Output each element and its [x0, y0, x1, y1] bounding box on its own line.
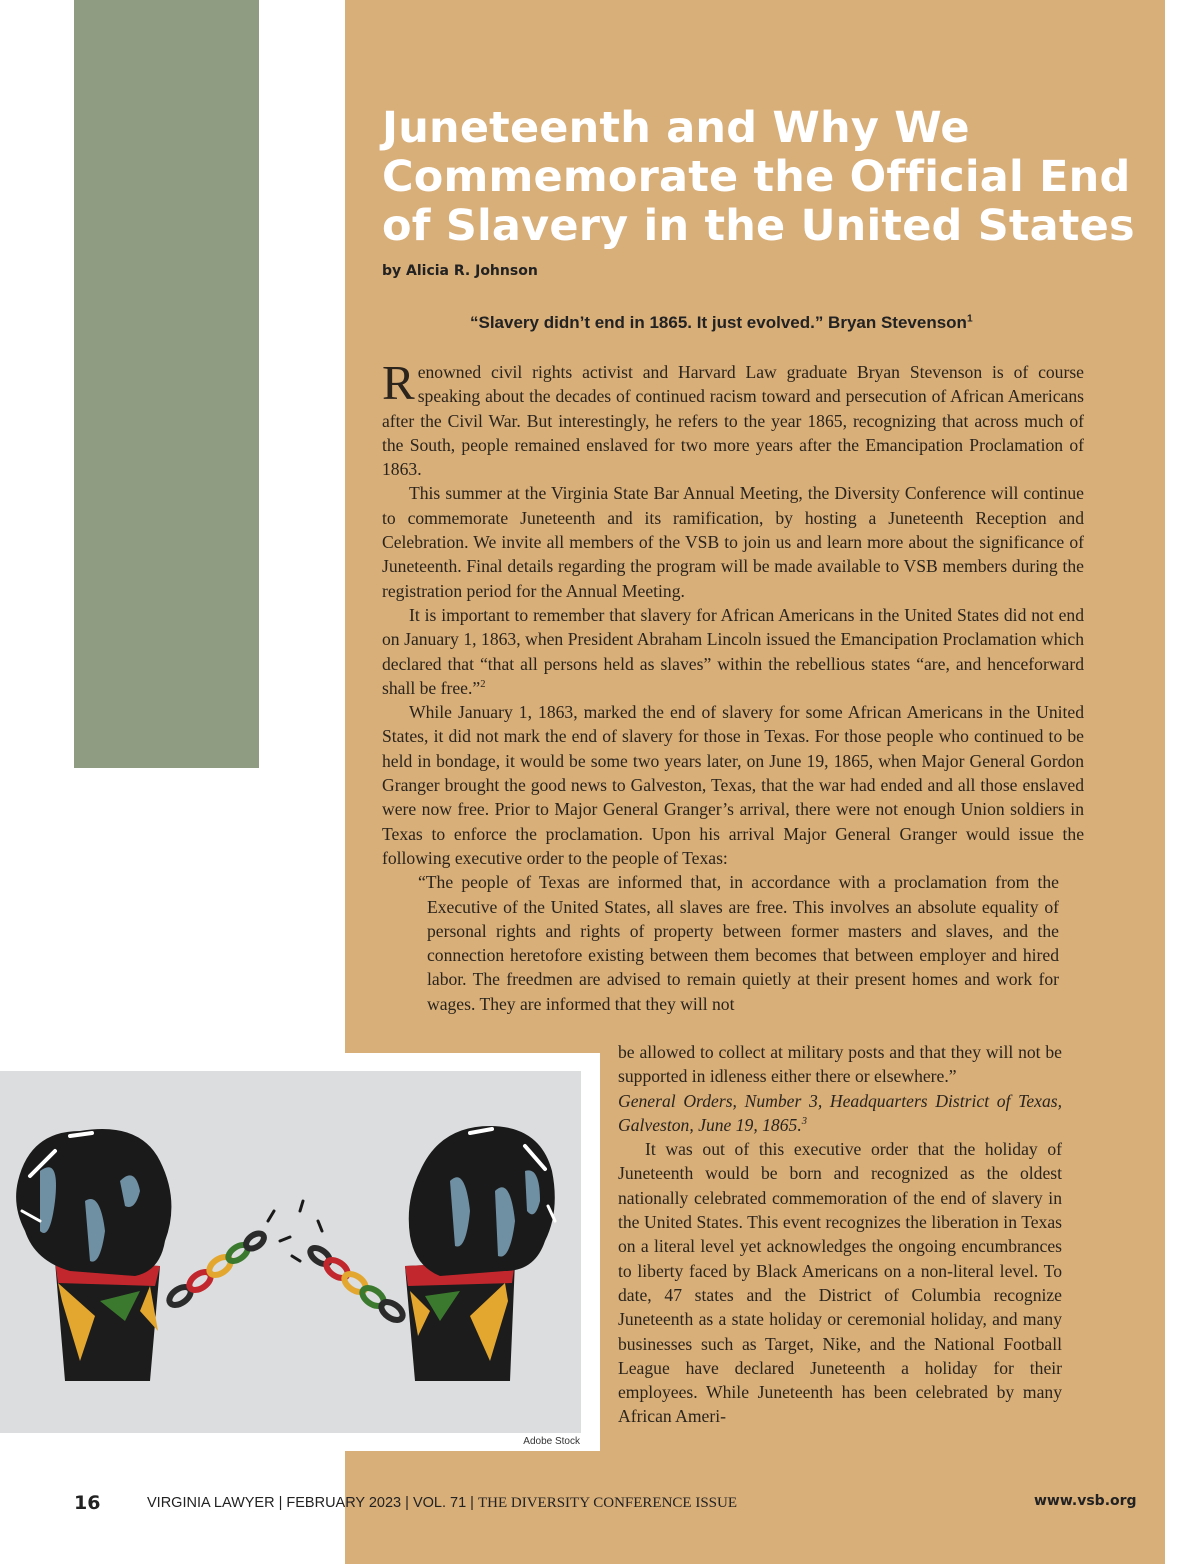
image-credit: Adobe Stock [523, 1436, 580, 1447]
paragraph-4: While January 1, 1863, marked the end of slavery for some African Americans in the United States, it did not mark the end of slavery for those in Texas. For those people who continued to be held in bondage, it would be some two years later, on June 19, 1865, when Major General Gordon Granger brought the good news to Galveston, Texas, that the war had ended and all those enslaved were now free. Prior to Major General Granger’s arrival, there were not enough Union soldiers in Texas to enforce the proclamation. Upon his arrival Major General Granger would issue the following executive order to the people of Texas: [382, 702, 1084, 868]
drop-cap: R [382, 355, 415, 410]
footnote-ref-3: 3 [801, 1116, 808, 1128]
paragraph-5: It was out of this executive order that the holiday of Juneteenth would be born and recognized as the oldest nationally celebrated commemoration of the end of slavery in the United States. This event recognizes the liberation in Texas on a literal level yet acknowledges the ongoing encumbrances to liberty faced by Black Americans on a non-literal level. To date, 47 states and the District of Columbia recognize Juneteenth as a state holiday or ceremonial holiday, and many businesses such as Target, Nike, and the National Football League have declared Juneteenth a holiday for their employees. While Juneteenth has been celebrated by many African Ameri- [618, 1139, 1062, 1427]
right-shackle [405, 1261, 515, 1381]
article-body-upper [382, 355, 1084, 1016]
article-byline: by Alicia R. Johnson [382, 263, 538, 279]
block-quote-upper: “The people of Texas are informed that, in accordance with a proclamation from the Executive of the United States, all slaves are free. This involves an absolute equality of personal rights and rights of property between former masters and slaves, and the connection heretofore existing between them becomes that between employer and hired labor. The freedmen are advised to remain quietly at their present homes and work for wages. They are informed that they will not [418, 872, 1059, 1014]
paragraph-2: This summer at the Virginia State Bar Annual Meeting, the Diversity Conference will continue to commemorate Juneteenth and its ramification, by hosting a Juneteenth Reception and Celebration. We invite all members of the VSB to join us and learn more about the significance of Juneteenth. Final details regarding the program will be made available to VSB members during the registration period for the Annual Meeting. [382, 483, 1084, 601]
page-number: 16 [74, 1492, 101, 1514]
website-link[interactable]: www.vsb.org [1034, 1493, 1137, 1509]
left-chain [166, 1230, 266, 1308]
footer-publication [147, 1495, 737, 1512]
right-chain [308, 1245, 406, 1324]
footnote-ref-2: 2 [480, 679, 486, 690]
decorative-green-block [74, 0, 259, 768]
issue-name: THE DIVERSITY CONFERENCE ISSUE [477, 1495, 737, 1511]
article-body-lower [618, 1040, 1062, 1429]
left-fist [16, 1129, 171, 1276]
left-shackle [55, 1261, 160, 1381]
broken-chains-illustration [0, 1071, 581, 1433]
quote-citation: General Orders, Number 3, Headquarters District of Texas, Galveston, June 19, 1865.$^3$ [618, 1090, 1062, 1135]
paragraph-3: It is important to remember that slavery for African Americans in the United States did not end on January 1, 1863, when President Abraham Lincoln issued the Emancipation Proclamation which declared that “that all persons held as slaves” within the rebellious states “are, and henceforward shall be free.”$^2$ [382, 604, 1084, 698]
epigraph-quote [470, 313, 973, 333]
epigraph-text: “Slavery didn’t end in 1865. It just evolved.” Bryan Stevenson [470, 313, 967, 332]
paragraph-1: Renowned civil rights activist and Harvard Law graduate Bryan Stevenson is of course speaking about the decades of continued racism toward and persecution of African Americans after the Civil War. But interestingly, he refers to the year 1865, recognizing that across much of the South, people remained enslaved for two more years after the Emancipation Proclamation of 1863. [382, 355, 1084, 480]
footnote-ref-1: 1 [966, 313, 973, 325]
block-quote-lower: be allowed to collect at military posts and that they will not be supported in idleness either there or elsewhere.” [618, 1042, 1062, 1087]
break-shards [268, 1201, 322, 1261]
article-title: Juneteenth and Why We Commemorate the Official End of Slavery in the United States [382, 103, 1135, 251]
right-fist [409, 1126, 555, 1276]
broken-chains-fists-icon [0, 1071, 581, 1433]
publication-info: VIRGINIA LAWYER | FEBRUARY 2023 | VOL. 71 | [147, 1495, 478, 1511]
